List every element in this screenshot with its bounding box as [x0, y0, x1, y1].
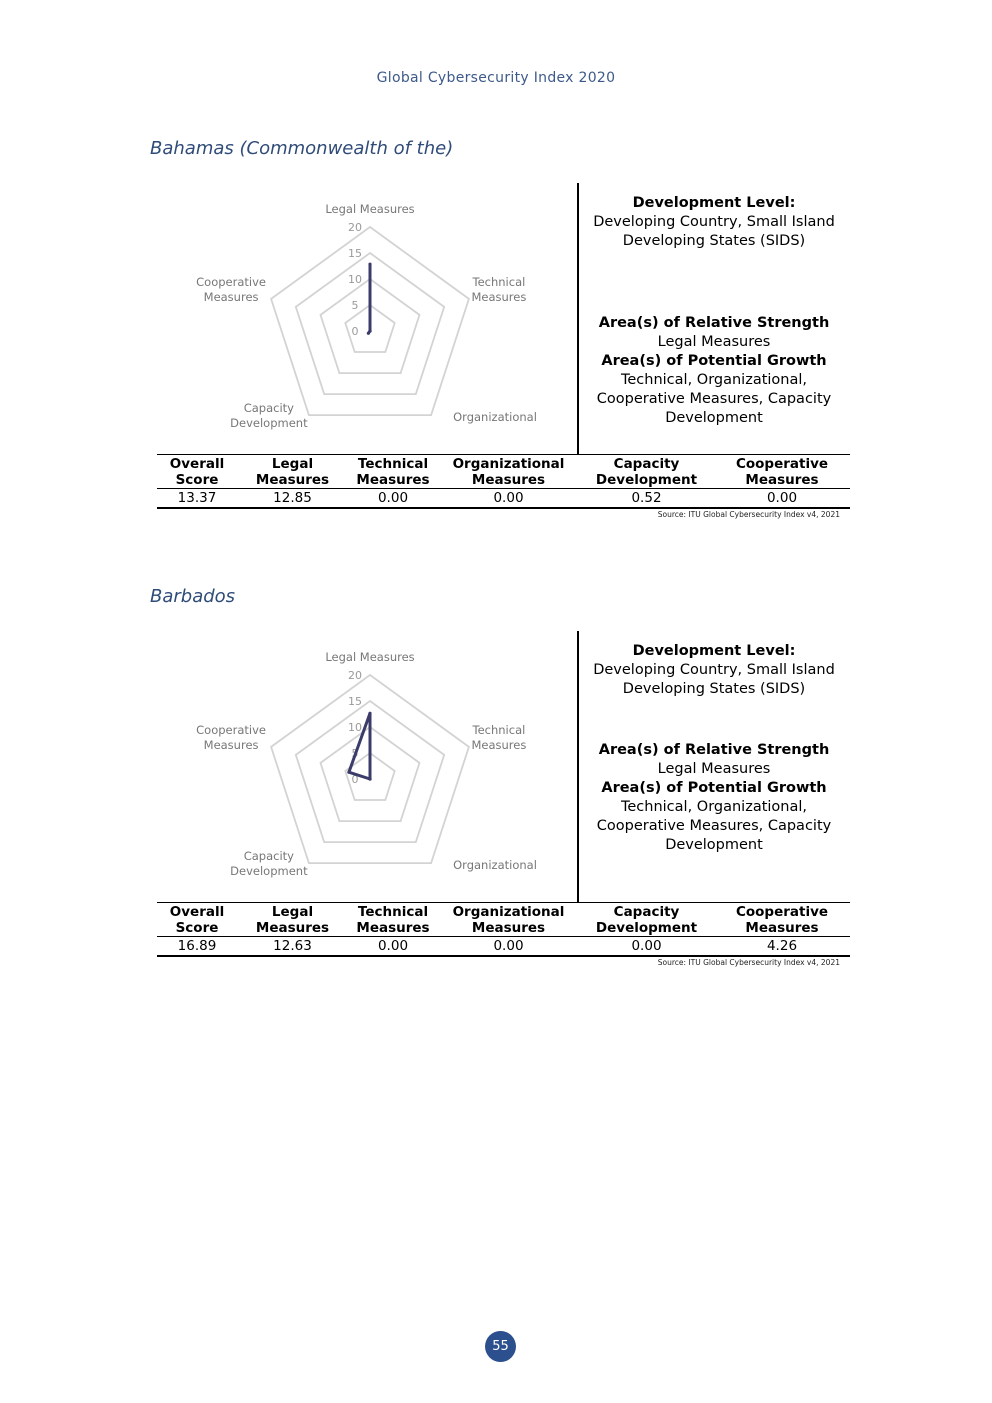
table-header-row	[157, 903, 850, 937]
development-level-line: Developing States (SIDS)	[622, 233, 806, 249]
development-level-block	[584, 194, 844, 251]
development-level-block	[584, 642, 844, 699]
column-header: Organizational Measures	[438, 903, 579, 937]
strength-growth-block	[584, 741, 844, 855]
radar-axis-label: Technical	[472, 274, 526, 289]
strength-line: Legal Measures	[657, 334, 771, 350]
radar-tick-label: 0	[351, 325, 359, 338]
column-header: Capacity Development	[579, 903, 714, 937]
capacity-score-cell: 0.52	[579, 489, 714, 509]
source-note: Source: ITU Global Cybersecurity Index v4, 2021	[657, 510, 840, 519]
development-level-line: Developing Country, Small Island	[593, 214, 835, 230]
radar-axis-label: Measures	[203, 289, 259, 304]
legal-score-cell: 12.63	[237, 937, 348, 957]
table-header-row	[157, 455, 850, 489]
overall-score-cell: 13.37	[157, 489, 237, 509]
radar-point	[347, 771, 350, 774]
radar-axis-label: Legal Measures	[325, 202, 415, 216]
radar-tick-label: 10	[348, 721, 362, 734]
radar-chart	[190, 641, 540, 881]
growth-label: Area(s) of Potential Growth	[601, 353, 827, 369]
radar-axis-label: Cooperative	[196, 722, 267, 737]
country-title: Barbados	[150, 586, 236, 607]
growth-line: Technical, Organizational,	[620, 372, 808, 388]
radar-tick-label: 10	[348, 273, 362, 286]
radar-axis-label: Measures	[203, 737, 259, 752]
cooperative-score-cell: 4.26	[714, 937, 850, 957]
radar-tick-label: 20	[348, 669, 362, 682]
radar-tick-label: 15	[348, 247, 362, 260]
vertical-divider	[577, 183, 579, 455]
radar-axis-label: Development	[230, 416, 308, 431]
table-row	[157, 489, 850, 509]
radar-axis-label: Organizational	[453, 410, 537, 425]
growth-label: Area(s) of Potential Growth	[601, 780, 827, 796]
column-header: Cooperative Measures	[714, 903, 850, 937]
organizational-score-cell: 0.00	[438, 937, 579, 957]
development-level-line: Developing States (SIDS)	[622, 681, 806, 697]
development-level-label: Development Level:	[632, 643, 796, 659]
strength-line: Legal Measures	[657, 761, 771, 777]
source-note: Source: ITU Global Cybersecurity Index v4, 2021	[657, 958, 840, 967]
radar-point	[368, 329, 371, 332]
radar-axis-label: Cooperative	[196, 274, 267, 289]
column-header: Overall Score	[157, 903, 237, 937]
organizational-score-cell: 0.00	[438, 489, 579, 509]
legal-score-cell: 12.85	[237, 489, 348, 509]
page-number-badge: 55	[485, 1331, 516, 1362]
score-table	[157, 454, 850, 509]
overall-score-cell: 16.89	[157, 937, 237, 957]
capacity-score-cell: 0.00	[579, 937, 714, 957]
radar-axis-label: Capacity	[243, 401, 295, 416]
column-header: Capacity Development	[579, 455, 714, 489]
cooperative-score-cell: 0.00	[714, 489, 850, 509]
radar-axis-label: Development	[230, 864, 308, 879]
column-header: Cooperative Measures	[714, 455, 850, 489]
radar-axis-label: Technical	[472, 722, 526, 737]
growth-line: Development	[665, 837, 763, 853]
radar-tick-label: 15	[348, 695, 362, 708]
country-title: Bahamas (Commonwealth of the)	[150, 138, 454, 159]
strength-label: Area(s) of Relative Strength	[598, 742, 830, 758]
radar-axis-label: Measures	[471, 289, 527, 304]
strength-label: Area(s) of Relative Strength	[598, 315, 830, 331]
column-header: Technical Measures	[348, 455, 438, 489]
radar-point	[368, 263, 371, 266]
radar-axis-label: Legal Measures	[325, 650, 415, 664]
technical-score-cell: 0.00	[348, 489, 438, 509]
vertical-divider	[577, 631, 579, 903]
radar-axis-label: Capacity	[243, 849, 295, 864]
running-header: Global Cybersecurity Index 2020	[376, 70, 616, 86]
country-profile-barbados	[0, 586, 992, 986]
radar-tick-label: 5	[351, 299, 359, 312]
column-header: Overall Score	[157, 455, 237, 489]
radar-point	[368, 712, 371, 715]
growth-line: Cooperative Measures, Capacity	[596, 391, 832, 407]
growth-line: Technical, Organizational,	[620, 799, 808, 815]
growth-line: Cooperative Measures, Capacity	[596, 818, 832, 834]
column-header: Legal Measures	[237, 455, 348, 489]
radar-series	[368, 264, 370, 333]
score-table	[157, 902, 850, 957]
column-header: Organizational Measures	[438, 455, 579, 489]
radar-tick-label: 5	[351, 747, 359, 760]
country-profile-bahamas	[0, 138, 992, 538]
radar-chart	[190, 193, 540, 433]
column-header: Technical Measures	[348, 903, 438, 937]
development-level-label: Development Level:	[632, 195, 796, 211]
growth-line: Development	[665, 410, 763, 426]
radar-point	[368, 777, 371, 780]
radar-axis-label: Measures	[471, 737, 527, 752]
table-row	[157, 937, 850, 957]
column-header: Legal Measures	[237, 903, 348, 937]
radar-tick-label: 20	[348, 221, 362, 234]
radar-axis-label: Organizational	[453, 858, 537, 873]
development-level-line: Developing Country, Small Island	[593, 662, 835, 678]
radar-tick-label: 0	[351, 773, 359, 786]
strength-growth-block	[584, 314, 844, 428]
technical-score-cell: 0.00	[348, 937, 438, 957]
